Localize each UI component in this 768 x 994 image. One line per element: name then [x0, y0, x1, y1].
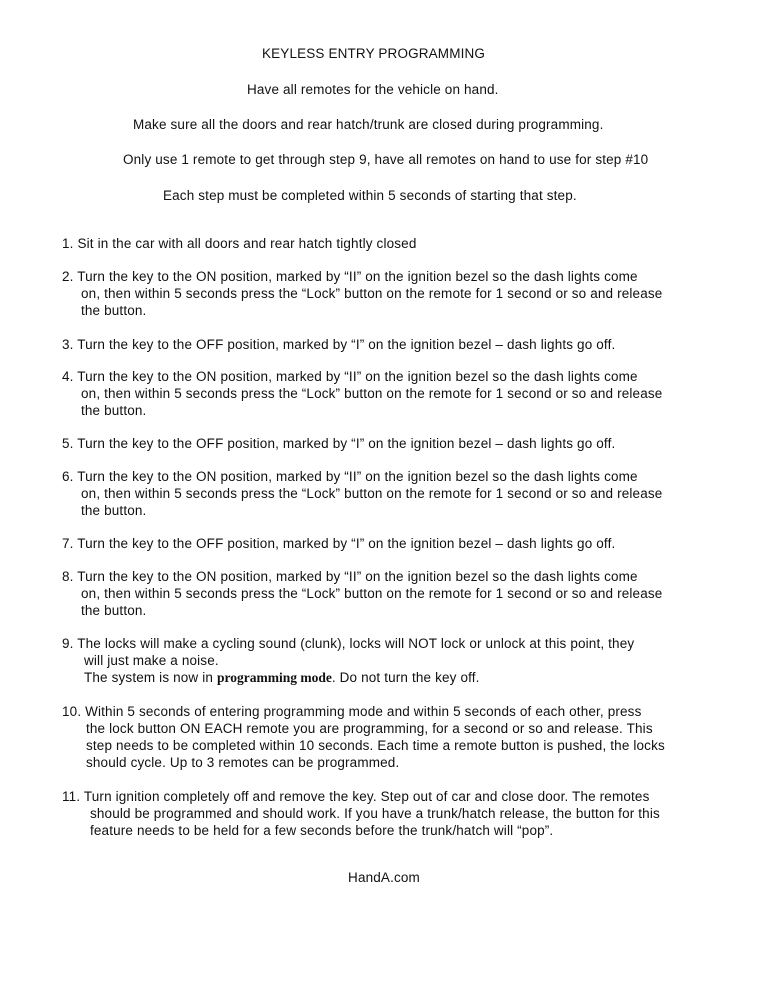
intro-line-one-remote: Only use 1 remote to get through step 9, have all remotes on hand to use for step #10: [123, 152, 649, 167]
step-9-line-2: will just make a noise.: [84, 653, 219, 668]
step-9-mode-line: [62, 669, 742, 686]
step-9-mode-after: . Do not turn the key off.: [331, 670, 480, 685]
step-3-line: 3. Turn the key to the OFF position, marked by “I” on the ignition bezel – dash lights go off.: [62, 337, 616, 352]
step-10-line-1: 10. Within 5 seconds of entering programming mode and within 5 seconds of each other, press: [62, 704, 642, 719]
step-11-line-1: 11. Turn ignition completely off and remove the key. Step out of car and close door. The remotes: [62, 789, 650, 804]
document-title: KEYLESS ENTRY PROGRAMMING: [262, 46, 486, 61]
step-6-line-3: the button.: [81, 503, 147, 518]
step-2-line-3: the button.: [81, 303, 147, 318]
step-6: [62, 468, 742, 519]
step-10-line-4: should cycle. Up to 3 remotes can be programmed.: [86, 755, 400, 770]
step-6-line-1: 6. Turn the key to the ON position, marked by “II” on the ignition bezel so the dash lights come: [62, 469, 638, 484]
step-1: [62, 235, 742, 252]
step-4: [62, 368, 742, 419]
step-2-line-2: on, then within 5 seconds press the “Lock” button on the remote for 1 second or so and release: [81, 286, 663, 301]
step-5-line: 5. Turn the key to the OFF position, marked by “I” on the ignition bezel – dash lights go off.: [62, 436, 616, 451]
intro-line-doors: Make sure all the doors and rear hatch/trunk are closed during programming.: [133, 117, 604, 132]
step-4-line-2: on, then within 5 seconds press the “Lock” button on the remote for 1 second or so and release: [81, 386, 663, 401]
step-8-line-1: 8. Turn the key to the ON position, marked by “II” on the ignition bezel so the dash lights come: [62, 569, 638, 584]
step-6-line-2: on, then within 5 seconds press the “Lock” button on the remote for 1 second or so and release: [81, 486, 663, 501]
step-2-line-1: 2. Turn the key to the ON position, marked by “II” on the ignition bezel so the dash lights come: [62, 269, 638, 284]
step-8-line-3: the button.: [81, 603, 147, 618]
programming-mode-emphasis: programming mode: [216, 670, 332, 685]
step-7: [62, 535, 742, 552]
footer-source: HandA.com: [348, 870, 420, 885]
step-8: [62, 568, 742, 619]
step-9: [62, 635, 742, 686]
step-11-line-2: should be programmed and should work. If you have a trunk/hatch release, the button for this: [90, 806, 660, 821]
step-8-line-2: on, then within 5 seconds press the “Lock” button on the remote for 1 second or so and release: [81, 586, 663, 601]
step-2: [62, 268, 742, 319]
step-4-line-1: 4. Turn the key to the ON position, marked by “II” on the ignition bezel so the dash lights come: [62, 369, 638, 384]
step-7-line: 7. Turn the key to the OFF position, marked by “I” on the ignition bezel – dash lights go off.: [62, 536, 616, 551]
step-1-line: 1. Sit in the car with all doors and rear hatch tightly closed: [62, 236, 417, 251]
step-9-line-1: 9. The locks will make a cycling sound (clunk), locks will NOT lock or unlock at this point, they: [62, 636, 635, 651]
step-4-line-3: the button.: [81, 403, 147, 418]
step-10-line-3: step needs to be completed within 10 seconds. Each time a remote button is pushed, the locks: [86, 738, 665, 753]
step-9-mode-before: The system is now in: [84, 670, 217, 685]
step-5: [62, 435, 742, 452]
step-10: [62, 703, 742, 771]
step-10-line-2: the lock button ON EACH remote you are programming, for a second or so and release. This: [86, 721, 653, 736]
intro-line-remotes: Have all remotes for the vehicle on hand.: [247, 82, 499, 97]
step-11-line-3: feature needs to be held for a few seconds before the trunk/hatch will “pop”.: [90, 823, 554, 838]
step-3: [62, 336, 742, 353]
intro-line-timing: Each step must be completed within 5 seconds of starting that step.: [163, 188, 577, 203]
step-11: [62, 788, 742, 839]
